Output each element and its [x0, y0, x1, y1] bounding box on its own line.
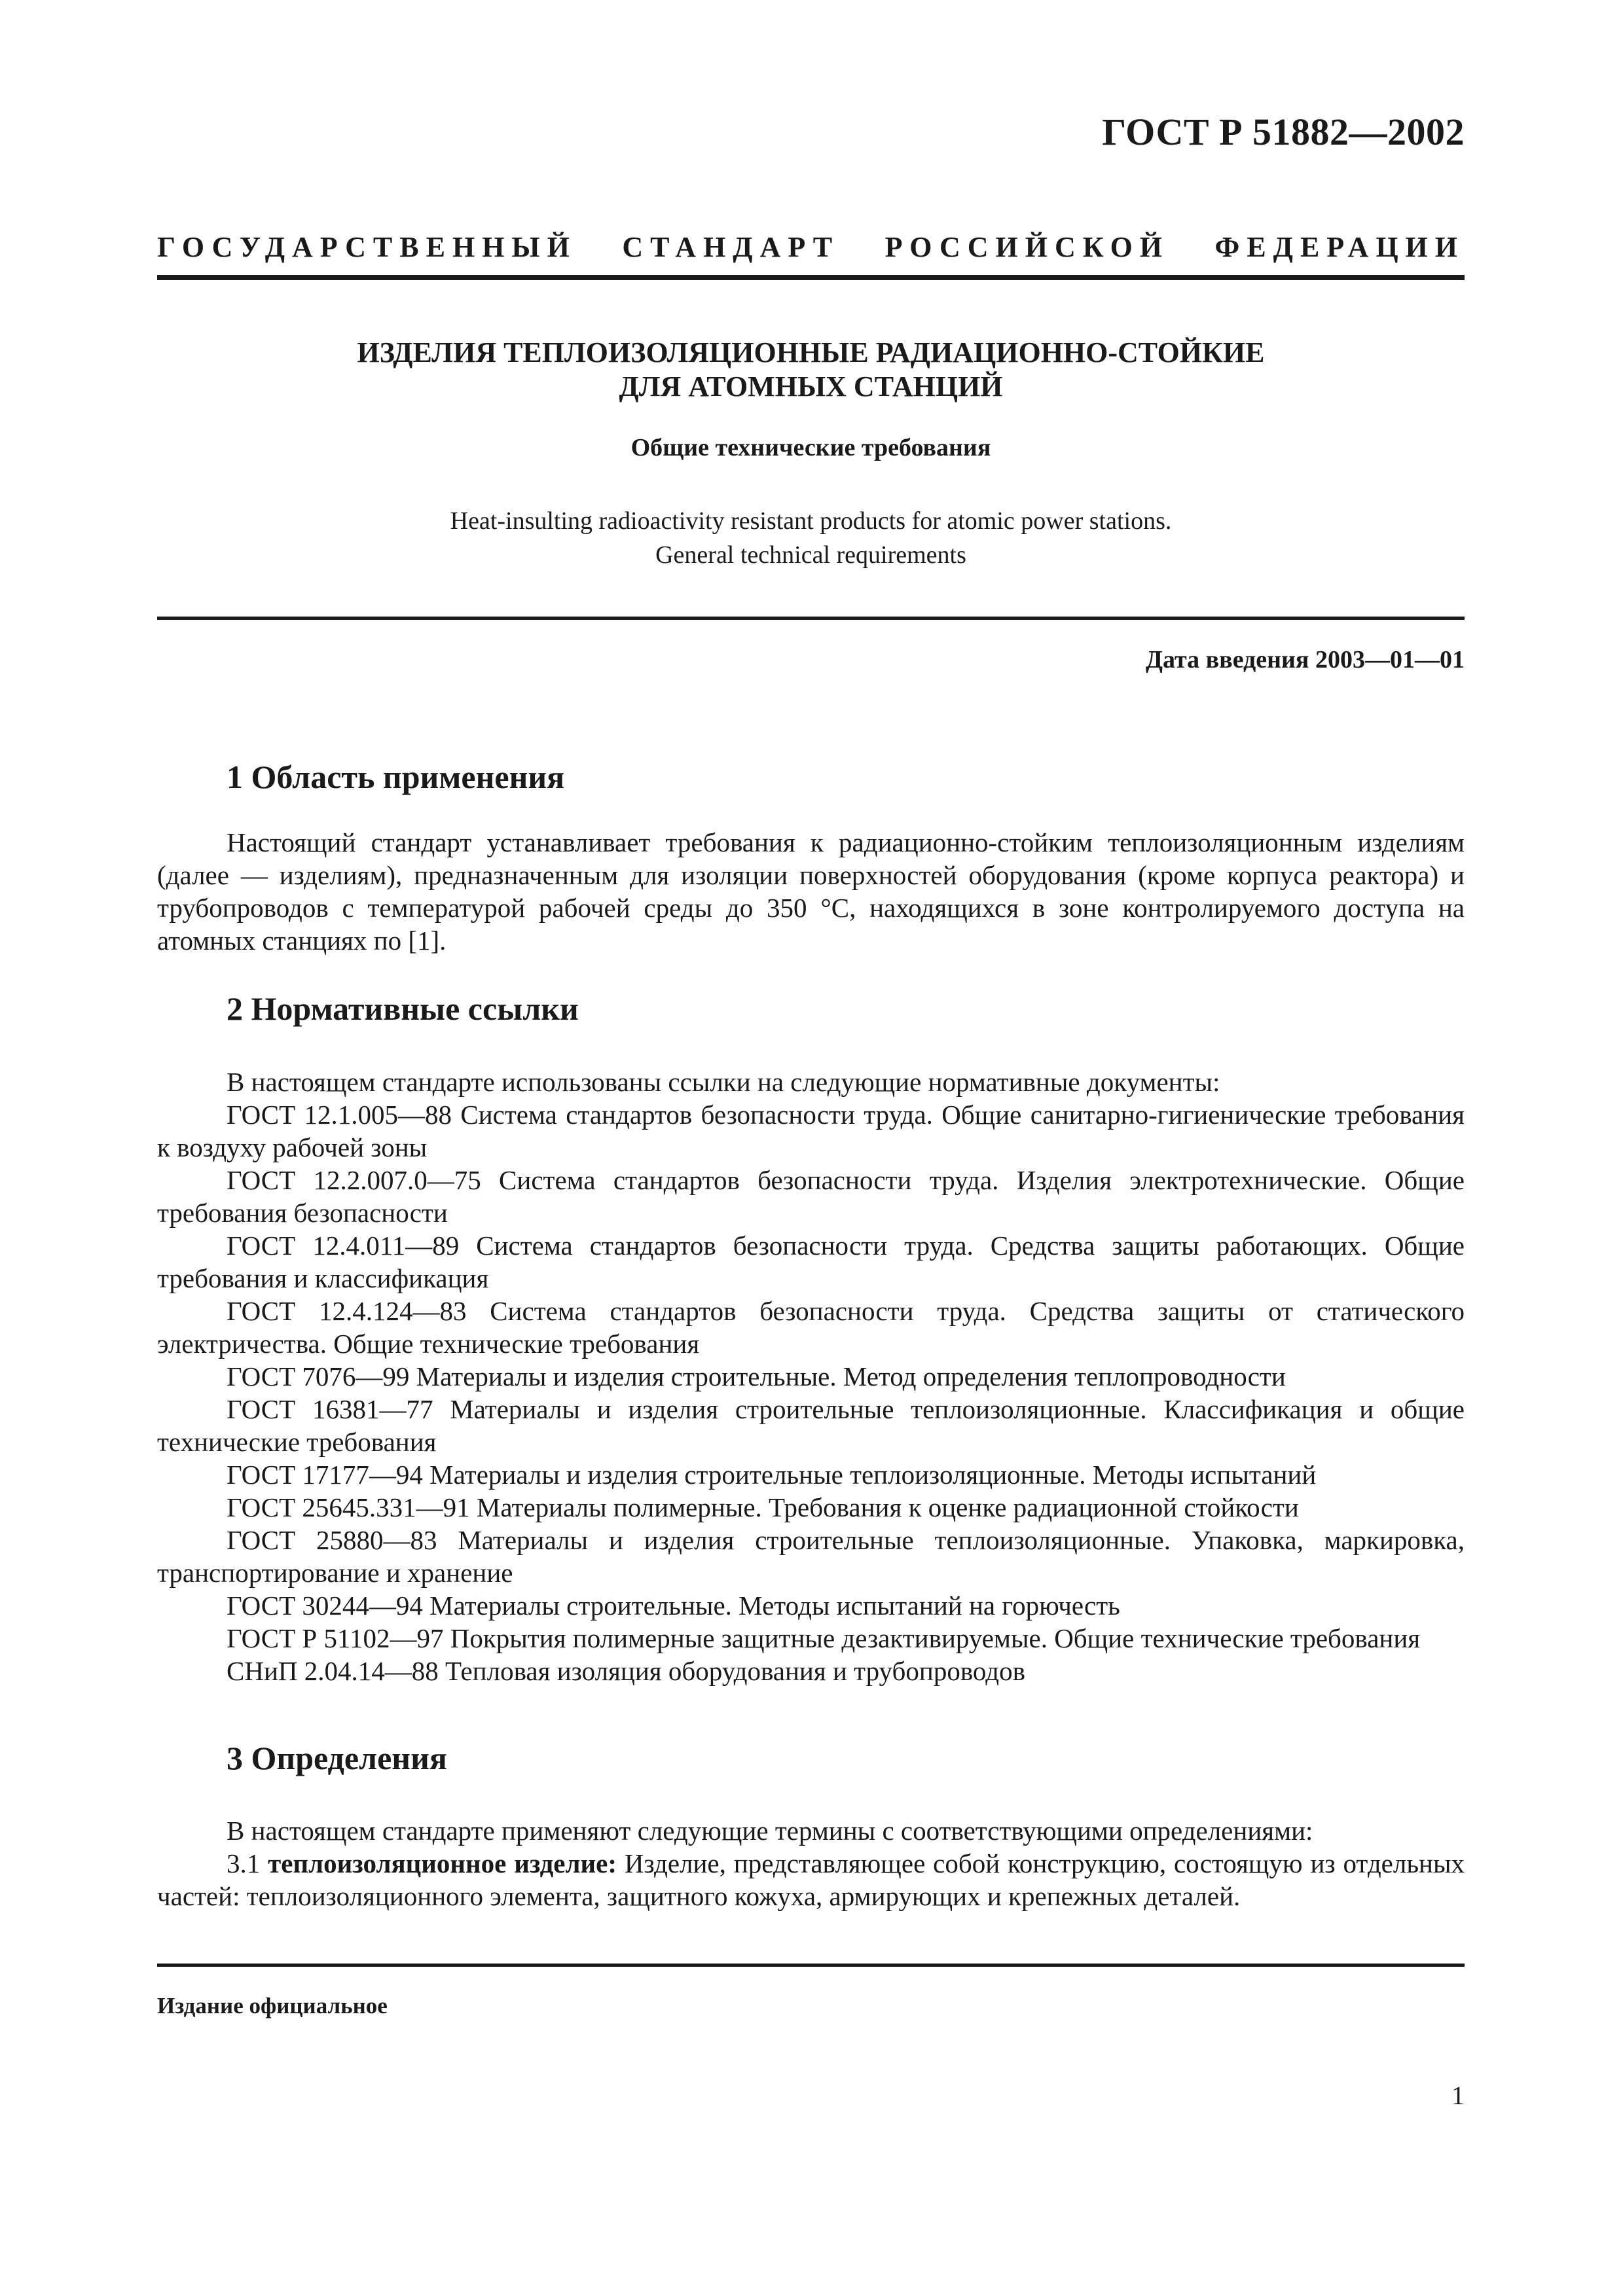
normative-reference: ГОСТ 30244—94 Материалы строительные. Методы испытаний на горючесть	[227, 1590, 1120, 1621]
english-title	[157, 504, 1465, 572]
state-standard-banner: ГОСУДАРСТВЕННЫЙ СТАНДАРТ РОССИЙСКОЙ ФЕДЕРАЦИИ	[157, 231, 1465, 263]
normative-reference: ГОСТ Р 51102—97 Покрытия полимерные защитные дезактивируемые. Общие технические требования	[227, 1623, 1421, 1653]
section-3-heading: 3 Определения	[227, 1740, 447, 1776]
section-3-body	[157, 1814, 1465, 1912]
document-subtitle: Общие технические требования	[630, 434, 991, 461]
definition-text: Изделие, представляющее собой конструкцию, состоящую из отдельных частей: теплоизоляционного элемента, защитного кожуха, армирующих и крепежных деталей.	[157, 1848, 1465, 1911]
footer-rule	[157, 1964, 1465, 1967]
introduction-date: Дата введения 2003—01—01	[1145, 646, 1465, 673]
section-2-body	[157, 1066, 1465, 1687]
header-rule	[157, 275, 1465, 280]
normative-reference: ГОСТ 12.2.007.0—75 Система стандартов безопасности труда. Изделия электротехнические. Общие требования безопасности	[157, 1165, 1465, 1228]
normative-reference: СНиП 2.04.14—88 Тепловая изоляция оборудования и трубопроводов	[227, 1656, 1025, 1686]
normative-reference: ГОСТ 12.4.124—83 Система стандартов безопасности труда. Средства защиты от статического электричества. Общие технические требования	[157, 1296, 1465, 1359]
english-title-line-2: General technical requirements	[655, 541, 966, 569]
normative-reference: ГОСТ 7076—99 Материалы и изделия строительные. Метод определения теплопроводности	[227, 1361, 1286, 1391]
section-3-intro: В настоящем стандарте применяют следующие термины с соответствующими определениями:	[227, 1816, 1313, 1846]
section-1-heading: 1 Область применения	[227, 759, 565, 795]
normative-reference: ГОСТ 17177—94 Материалы и изделия строительные теплоизоляционные. Методы испытаний	[227, 1460, 1317, 1490]
page-number: 1	[1451, 2081, 1465, 2110]
standard-designation: ГОСТ Р 51882—2002	[1102, 111, 1465, 153]
section-1-body	[157, 826, 1465, 957]
official-edition-label: Издание официальное	[157, 1993, 388, 2018]
normative-reference: ГОСТ 25645.331—91 Материалы полимерные. Требования к оценке радиационной стойкости	[227, 1492, 1299, 1522]
section-2-intro: В настоящем стандарте использованы ссылки на следующие нормативные документы:	[227, 1067, 1220, 1097]
normative-reference: ГОСТ 12.1.005—88 Система стандартов безопасности труда. Общие санитарно-гигиенические требования к воздуху рабочей зоны	[157, 1100, 1465, 1162]
definition-term: теплоизоляционное изделие:	[268, 1848, 617, 1878]
normative-reference: ГОСТ 16381—77 Материалы и изделия строительные теплоизоляционные. Классификация и общие технические требования	[157, 1394, 1465, 1457]
english-title-line-1: Heat-insulting radioactivity resistant products for atomic power stations.	[450, 507, 1172, 535]
title-line-1: ИЗДЕЛИЯ ТЕПЛОИЗОЛЯЦИОННЫЕ РАДИАЦИОННО-СТОЙКИЕ	[357, 336, 1265, 368]
normative-reference: ГОСТ 25880—83 Материалы и изделия строительные теплоизоляционные. Упаковка, маркировка, транспортирование и хранение	[157, 1525, 1465, 1588]
section-2-heading: 2 Нормативные ссылки	[227, 990, 579, 1027]
title-line-2: ДЛЯ АТОМНЫХ СТАНЦИЙ	[619, 370, 1003, 403]
normative-reference: ГОСТ 12.4.011—89 Система стандартов безопасности труда. Средства защиты работающих. Общие требования и классификация	[157, 1230, 1465, 1293]
definition-number: 3.1	[227, 1848, 261, 1878]
title-rule	[157, 617, 1465, 620]
definition-3-1	[157, 1847, 1465, 1912]
section-1-paragraph: Настоящий стандарт устанавливает требования к радиационно-стойким теплоизоляционным изделиям (далее — изделиям), предназначенным для изоляции поверхностей оборудования (кроме корпуса реактора) и трубопроводов с температурой рабочей среды до 350 °С, находящихся в зоне контролируемого доступа на атомных станциях по [1].	[157, 827, 1465, 956]
document-title	[157, 336, 1465, 404]
